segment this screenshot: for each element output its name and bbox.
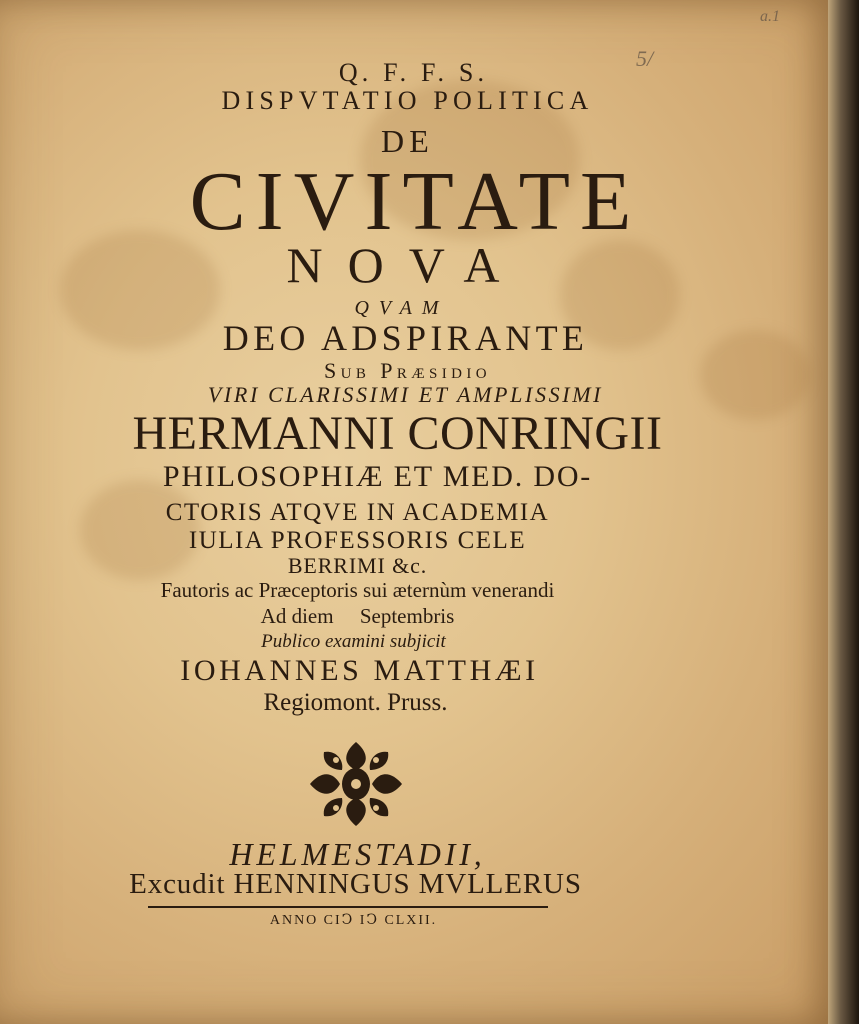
- pencil-corner-note: a.1: [760, 8, 780, 25]
- title-disputatio: DISPVTATIO POLITICA: [221, 86, 594, 115]
- title-deo-adspirante: DEO ADSPIRANTE: [222, 318, 589, 358]
- floral-ornament-icon: [306, 738, 406, 830]
- book-edge: [828, 0, 859, 1024]
- title-viri-clarissimi: VIRI CLARISSIMI ET AMPLISSIMI: [207, 382, 604, 407]
- title-iulia: IULIA PROFESSORIS CELE: [188, 527, 527, 554]
- title-sub-praesidio: Sub Præsidio: [324, 358, 491, 383]
- title-initials: Q. F. F. S.: [338, 58, 489, 87]
- title-berrimi: BERRIMI &c.: [287, 553, 428, 578]
- imprint-rule: [148, 906, 548, 908]
- title-regiomont: Regiomont. Pruss.: [263, 689, 448, 716]
- imprint-printer: Excudit HENNINGUS MVLLERUS: [129, 868, 582, 900]
- title-philosophiae: PHILOSOPHIÆ ET MED. DO-: [162, 460, 593, 493]
- imprint-place: HELMESTADII,: [229, 836, 486, 872]
- title-fautoris: Fautoris ac Præceptoris sui æternùm venerandi: [160, 578, 555, 602]
- title-civitate: CIVITATE: [189, 155, 642, 248]
- title-nova: NOVA: [286, 237, 525, 293]
- pencil-note: 5/: [636, 46, 654, 71]
- title-ad-diem: Ad diem Septembris: [260, 604, 455, 628]
- imprint-year: ANNO CIↃ IↃ CLXII.: [269, 913, 438, 928]
- title-ctoris: CTORIS ATQVE IN ACADEMIA: [165, 499, 550, 526]
- title-quam: QVAM: [354, 297, 449, 319]
- title-de: DE: [381, 123, 434, 159]
- title-publico: Publico examini subjicit: [261, 631, 446, 652]
- title-hermanni-conringii: HERMANNI CONRINGII: [132, 407, 663, 460]
- title-johannes: IOHANNES MATTHÆI: [180, 654, 539, 687]
